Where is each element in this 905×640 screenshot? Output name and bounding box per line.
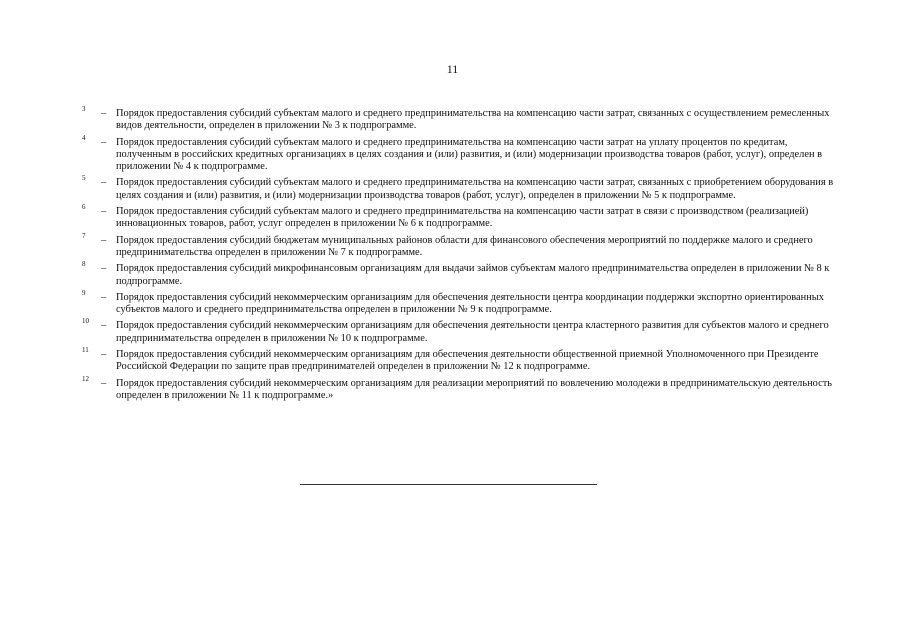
footnote-number: 4	[82, 133, 86, 142]
footnote-item	[82, 174, 842, 202]
footnote-text: Порядок предоставления субсидий некоммерческим организациям для обеспечения деятельности центра координации поддержки экспортно ориентированных субъектов малого и среднего предпринимательства определен в приложении № 9 к подпрограмме.	[116, 291, 824, 316]
footnote-item	[82, 288, 842, 317]
footnote-item	[82, 133, 842, 174]
footnote-dash: –	[101, 108, 107, 119]
footnote-dash: –	[101, 136, 107, 148]
footnote-text: Порядок предоставления субсидий бюджетам муниципальных районов области для финансового обеспечения мероприятий по поддержке малого и среднего предпринимательства определен в приложении № 7 к подпрограмме.	[116, 234, 813, 258]
closing-divider-line	[300, 484, 597, 485]
footnote-number: 3	[82, 105, 86, 113]
footnote-text: Порядок предоставления субсидий некоммерческим организациям для реализации мероприятий по вовлечению молодежи в предпринимательскую деятельность определен в приложении № 11 к подпрограмме.»	[116, 377, 833, 401]
footnote-item	[82, 317, 842, 345]
footnote-dash: –	[101, 320, 107, 332]
footnote-dash: –	[101, 263, 107, 275]
footnote-dash: –	[101, 377, 107, 389]
footnote-text: Порядок предоставления субсидий некоммерческим организациям для обеспечения деятельности общественной приемной Уполномоченного при Президенте Российской Федерации по защите прав предпринимателей определен в приложении № 12 к подпрограмме.	[116, 349, 819, 373]
page-number: 11	[446, 62, 459, 76]
footnote-text: Порядок предоставления субсидий субъектам малого и среднего предпринимательства на компенсацию части затрат на уплату процентов по кредитам, полученным в российских кредитных организациях в целях создания и (или) развития, и (или) модернизации производства товаров (работ, услуг), определен в приложении № 4 к подпрограмме.	[116, 136, 823, 173]
footnote-number: 10	[82, 317, 89, 326]
footnote-number: 9	[82, 288, 86, 297]
footnote-text: Порядок предоставления субсидий микрофинансовым организациям для выдачи займов субъектам малого предпринимательства определен в приложении № 8 к подпрограмме.	[116, 263, 830, 287]
footnote-number: 5	[82, 174, 86, 183]
footnote-dash: –	[101, 206, 107, 218]
footnote-number: 12	[82, 374, 89, 383]
footnote-text: Порядок предоставления субсидий субъектам малого и среднего предпринимательства на компенсацию части затрат, связанных с осуществлением ремесленных видов деятельности, определен в приложении № 3 к подпрограмме.	[116, 108, 830, 132]
footnote-item	[82, 231, 842, 260]
footnote-text: Порядок предоставления субсидий субъектам малого и среднего предпринимательства на компенсацию части затрат, связанных с приобретением оборудования в целях создания и (или) развития, и (или) модернизации производства товаров (работ, услуг), определен в приложении № 5 к подпрограмме.	[116, 177, 834, 201]
footnote-item	[82, 105, 842, 133]
footnote-dash: –	[101, 234, 107, 246]
footnote-item	[82, 346, 842, 374]
footnote-number: 7	[82, 231, 86, 240]
footnote-list	[82, 105, 842, 406]
footnote-item	[82, 260, 842, 288]
footnote-number: 6	[82, 203, 86, 212]
footnote-number: 8	[82, 260, 86, 269]
footnote-dash: –	[101, 349, 107, 361]
footnote-item	[82, 203, 842, 231]
footnote-dash: –	[101, 291, 107, 303]
footnote-text: Порядок предоставления субсидий некоммерческим организациям для обеспечения деятельности центра кластерного развития для субъектов малого и среднего предпринимательства определен в приложении № 10 к подпрограмме.	[116, 320, 829, 344]
footnote-text: Порядок предоставления субсидий субъектам малого и среднего предпринимательства на компенсацию части затрат в связи с производством (реализацией) инновационных товаров, работ, услуг определен в приложении № 6 к подпрограмме.	[116, 206, 809, 230]
footnote-number: 11	[82, 346, 89, 355]
footnote-dash: –	[101, 177, 107, 189]
footnote-item	[82, 374, 842, 403]
